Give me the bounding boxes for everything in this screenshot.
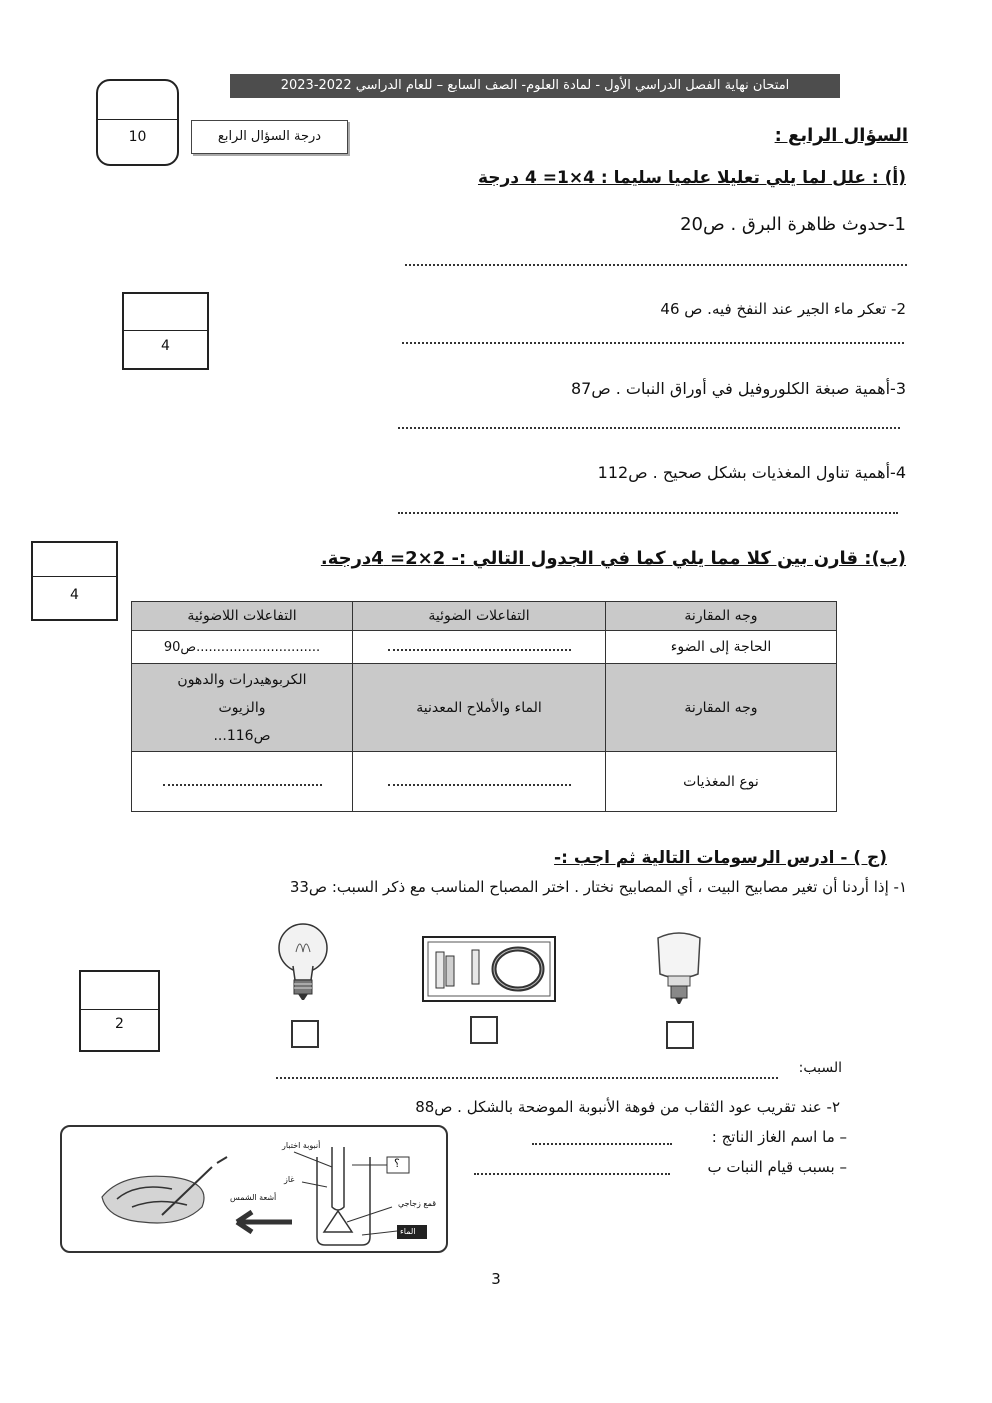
led-bulb-checkbox[interactable] bbox=[666, 1021, 694, 1049]
part-a-item: 1-حدوث ظاهرة البرق . ص20 bbox=[680, 214, 906, 235]
answer-line[interactable] bbox=[398, 512, 898, 514]
part-a-item: 4-أهمية تناول المغذيات بشكل صحيح . ص112 bbox=[597, 463, 906, 482]
figure-label-tube: أنبوبة اختبار bbox=[282, 1141, 321, 1150]
fluorescent-lamps-icon bbox=[422, 936, 556, 1002]
part-c-grade-box bbox=[79, 970, 160, 1052]
part-a-item: 3-أهمية صبغة الكلوروفيل في أوراق النبات . ص87 bbox=[570, 379, 906, 398]
part-c-question-1: ١- إذا أردنا أن تغير مصابيح البيت ، أي المصابيح نختار . اختر المصباح المناسب مع ذكر السبب: ص33 bbox=[289, 878, 907, 896]
answer-cell[interactable] bbox=[353, 631, 606, 664]
table-row-label: نوع المغذيات bbox=[606, 752, 837, 812]
table-header: التفاعلات الضوئية bbox=[353, 602, 606, 631]
page-number: 3 bbox=[491, 1270, 501, 1288]
incandescent-bulb-checkbox[interactable] bbox=[291, 1020, 319, 1048]
gas-name-question: – ما اسم الغاز الناتج : bbox=[711, 1128, 847, 1146]
table-header: التفاعلات اللاضوئية bbox=[132, 602, 353, 631]
reason-answer-line[interactable] bbox=[276, 1077, 778, 1079]
table-cell: الماء والأملاح المعدنية bbox=[353, 664, 606, 752]
part-b-title: (ب): قارن بين كلا مما يلي كما في الجدول التالي :- 2×2= 4درجة. bbox=[320, 548, 906, 569]
table-row-label: الحاجة إلى الضوء bbox=[606, 631, 837, 664]
answer-line[interactable] bbox=[402, 342, 904, 344]
figure-label-light: أشعة الشمس bbox=[230, 1193, 277, 1202]
table-cell: ..............................ص90 bbox=[132, 631, 353, 664]
part-c-title: (ج ) - ادرس الرسومات التالية ثم اجب :- bbox=[554, 848, 887, 868]
reason-label: السبب: bbox=[798, 1060, 842, 1076]
total-grade-value: 10 bbox=[128, 129, 147, 145]
part-a-grade-value: 4 bbox=[161, 338, 170, 354]
experiment-figure bbox=[60, 1125, 448, 1253]
figure-label-question: ؟ bbox=[394, 1157, 400, 1170]
table-header: وجه المقارنة bbox=[606, 602, 837, 631]
exam-header: امتحان نهاية الفصل الدراسي الأول - لمادة العلوم- الصف السابع – للعام الدراسي 2022-2023 bbox=[230, 74, 840, 98]
answer-line[interactable] bbox=[405, 264, 907, 266]
part-b-grade-value: 4 bbox=[70, 587, 79, 603]
part-b-grade-box bbox=[31, 541, 118, 621]
part-c-question-2: ٢- عند تقريب عود الثقاب من فوهة الأنبوبة الموضحة بالشكل . ص88 bbox=[415, 1098, 840, 1116]
figure-label-gas: غاز bbox=[284, 1175, 295, 1184]
part-a-title: (أ) : علل لما يلي تعليلا علميا سليما : 4×1= 4 درجة bbox=[477, 168, 906, 188]
table-cell-line: ص116... bbox=[213, 727, 271, 744]
gas-answer-line[interactable] bbox=[532, 1143, 672, 1145]
table-cell-line: والزيوت bbox=[218, 699, 266, 716]
table-row-label: وجه المقارنة bbox=[606, 664, 837, 752]
total-grade-box bbox=[96, 79, 179, 166]
incandescent-bulb-icon bbox=[268, 918, 338, 1008]
question-title: السؤال الرابع : bbox=[774, 125, 908, 146]
figure-label-funnel: قمع زجاجي bbox=[398, 1199, 437, 1208]
question-grade-label: درجة السؤال الرابع bbox=[191, 120, 348, 154]
plant-process-question: – بسبب قيام النبات ب bbox=[707, 1158, 847, 1176]
figure-label-plant: الماء bbox=[400, 1227, 416, 1236]
fluorescent-lamps-checkbox[interactable] bbox=[470, 1016, 498, 1044]
answer-cell[interactable] bbox=[353, 752, 606, 812]
answer-cell[interactable] bbox=[132, 752, 353, 812]
process-answer-line[interactable] bbox=[474, 1173, 670, 1175]
comparison-table bbox=[131, 601, 837, 812]
led-bulb-icon bbox=[648, 928, 710, 1010]
table-cell-line: الكربوهيدرات والدهون bbox=[177, 671, 307, 688]
part-a-item: 2- تعكر ماء الجير عند النفخ فيه. ص 46 bbox=[660, 300, 906, 318]
table-cell-multiline bbox=[132, 664, 353, 752]
experiment-drawing bbox=[62, 1127, 446, 1251]
answer-line[interactable] bbox=[398, 427, 900, 429]
part-c-grade-value: 2 bbox=[115, 1016, 124, 1032]
part-a-grade-box bbox=[122, 292, 209, 370]
